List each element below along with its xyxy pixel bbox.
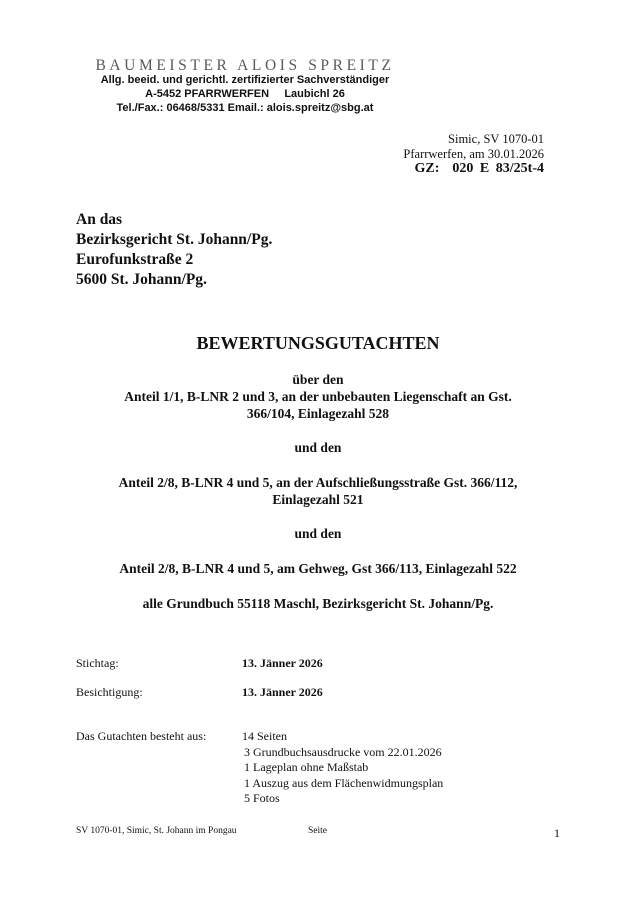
contents-item: 1 Auszug aus dem Flächenwidmungsplan — [244, 775, 444, 790]
case-reference: Simic, SV 1070-01 — [448, 132, 544, 146]
besichtigung-label: Besichtigung: — [76, 685, 143, 699]
stichtag-value: 13. Jänner 2026 — [242, 656, 323, 670]
property-part-3: Anteil 2/8, B-LNR 4 und 5, am Gehweg, Gst 366/113, Einlagezahl 522 — [119, 561, 517, 576]
contents-label: Das Gutachten besteht aus: — [76, 729, 207, 743]
footer-page-label: Seite — [308, 826, 327, 836]
footer-reference: SV 1070-01, Simic, St. Johann im Pongau — [76, 826, 237, 836]
letterhead-address: A-5452 PFARRWERFEN Laubichl 26 — [145, 88, 345, 100]
letterhead-title: BAUMEISTER ALOIS SPREITZ — [95, 57, 395, 74]
recipient-line: 5600 St. Johann/Pg. — [76, 271, 207, 288]
recipient-line: Eurofunkstraße 2 — [76, 251, 194, 268]
recipient-line: Bezirksgericht St. Johann/Pg. — [76, 231, 273, 248]
conjunction-2: und den — [294, 526, 342, 541]
document-title: BEWERTUNGSGUTACHTEN — [196, 333, 440, 353]
place-date: Pfarrwerfen, am 30.01.2026 — [403, 147, 544, 161]
letterhead-contact: Tel./Fax.: 06468/5331 Email.: alois.spreitz@sbg.at — [116, 102, 374, 114]
page-number: 1 — [554, 826, 560, 840]
property-part-2-line-1: Anteil 2/8, B-LNR 4 und 5, an der Aufschließungsstraße Gst. 366/112, — [118, 475, 518, 490]
property-part-1-line-2: 366/104, Einlagezahl 528 — [246, 406, 390, 421]
contents-item: 1 Lageplan ohne Maßstab — [244, 760, 369, 774]
recipient-line: An das — [76, 211, 123, 228]
contents-item: 3 Grundbuchsausdrucke vom 22.01.2026 — [244, 744, 442, 759]
land-register-summary: alle Grundbuch 55118 Maschl, Bezirksgericht St. Johann/Pg. — [142, 596, 494, 611]
contents-item: 5 Fotos — [244, 791, 280, 805]
contents-list — [244, 729, 443, 807]
property-part-1-line-1: Anteil 1/1, B-LNR 2 und 3, an der unbebauten Liegenschaft an Gst. — [124, 389, 512, 404]
conjunction-1: und den — [294, 440, 342, 455]
intro-text: über den — [292, 372, 344, 387]
property-part-2-line-2: Einlagezahl 521 — [272, 492, 364, 507]
stichtag-label: Stichtag: — [76, 656, 119, 670]
contents-item: 14 Seiten — [242, 729, 287, 743]
besichtigung-value: 13. Jänner 2026 — [242, 685, 323, 699]
letterhead-qualification: Allg. beeid. und gerichtl. zertifizierter Sachverständiger — [100, 74, 390, 86]
file-number: GZ: 020 E 83/25t-4 — [414, 161, 544, 176]
